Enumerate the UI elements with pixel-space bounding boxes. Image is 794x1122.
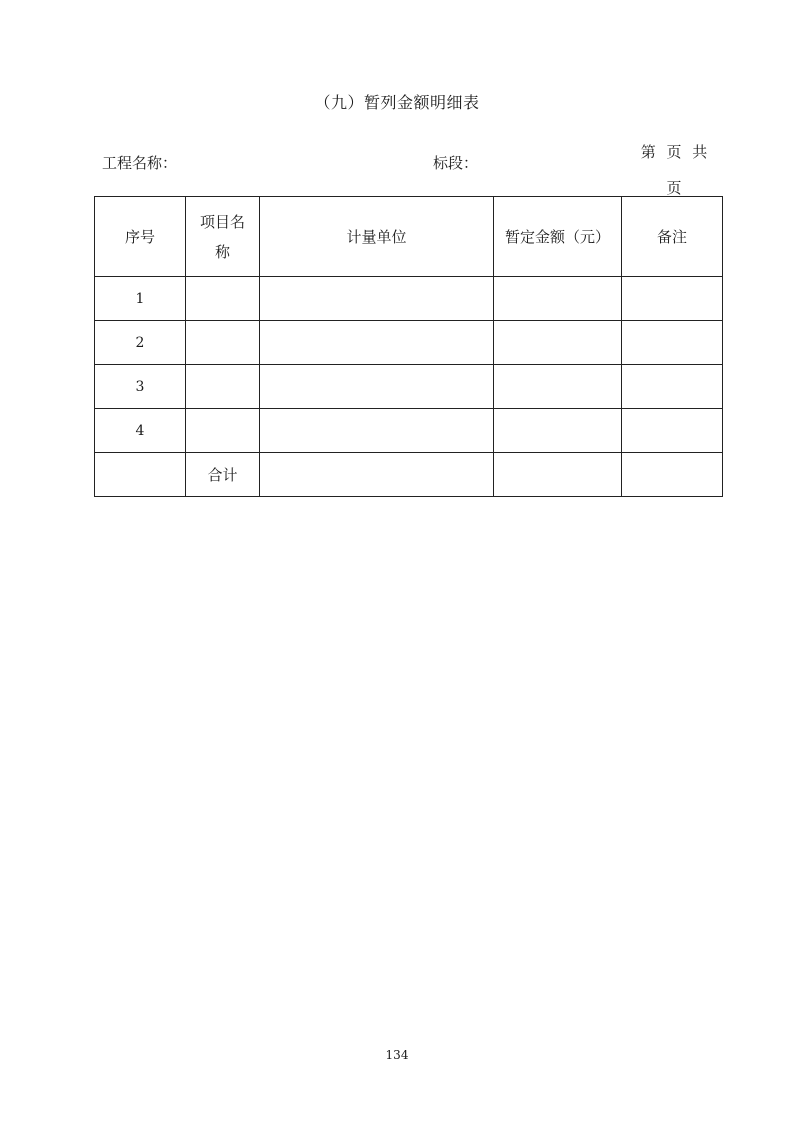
page-info-line1: 第 页 共 — [640, 143, 708, 161]
row-remark — [622, 409, 723, 453]
row-seq: 1 — [95, 277, 186, 321]
row-unit — [260, 321, 494, 365]
row-unit — [260, 277, 494, 321]
row-amount — [494, 277, 622, 321]
row-seq: 4 — [95, 409, 186, 453]
row-amount — [494, 365, 622, 409]
total-seq — [95, 453, 186, 497]
row-unit — [260, 409, 494, 453]
header-item-name — [186, 197, 260, 277]
header-item-name-text: 项目名称 — [199, 212, 245, 261]
row-remark — [622, 365, 723, 409]
table-header-row — [95, 197, 723, 277]
row-remark — [622, 277, 723, 321]
row-unit — [260, 365, 494, 409]
total-amount — [494, 453, 622, 497]
header-remark: 备注 — [622, 197, 723, 277]
project-name-label: 工程名称： — [102, 154, 178, 172]
row-seq: 2 — [95, 321, 186, 365]
header-amount: 暂定金额（元） — [494, 197, 622, 277]
row-amount — [494, 321, 622, 365]
row-item-name — [186, 409, 260, 453]
row-item-name — [186, 321, 260, 365]
total-unit — [260, 453, 494, 497]
page-info-line2: 页 — [666, 179, 682, 197]
table-row — [95, 365, 723, 409]
header-seq: 序号 — [95, 197, 186, 277]
table-row — [95, 277, 723, 321]
row-seq: 3 — [95, 365, 186, 409]
header-unit: 计量单位 — [260, 197, 494, 277]
page-number: 134 — [385, 1048, 409, 1062]
document-title: （九）暂列金额明细表 — [314, 93, 480, 112]
provisional-sum-table — [94, 196, 723, 497]
row-remark — [622, 321, 723, 365]
row-item-name — [186, 277, 260, 321]
total-row — [95, 453, 723, 497]
section-label: 标段： — [433, 154, 479, 172]
total-label: 合计 — [186, 453, 260, 497]
table-row — [95, 409, 723, 453]
total-remark — [622, 453, 723, 497]
row-item-name — [186, 365, 260, 409]
row-amount — [494, 409, 622, 453]
table-row — [95, 321, 723, 365]
